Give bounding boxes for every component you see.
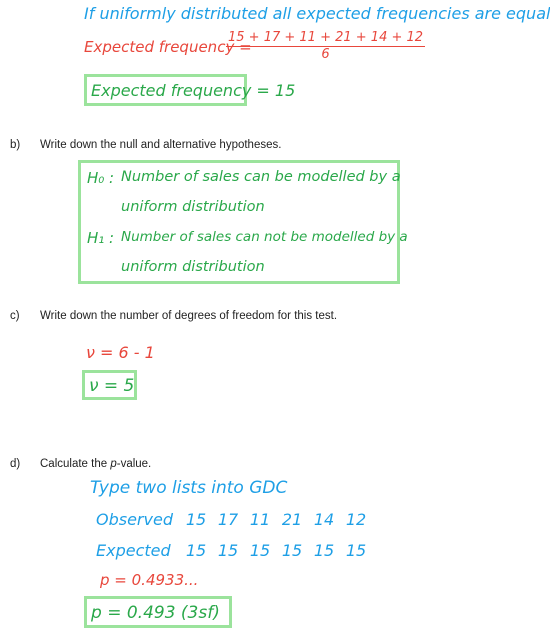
p-value-working: p = 0.4933... bbox=[100, 571, 199, 589]
part-d-question-suffix: -value. bbox=[116, 458, 152, 470]
h0-line-1: Number of sales can be modelled by a bbox=[121, 169, 401, 185]
h1-line-1: Number of sales can not be modelled by a bbox=[121, 229, 408, 245]
expected-value: 15 bbox=[345, 541, 367, 560]
part-b-label: b) bbox=[10, 139, 21, 151]
fraction-denominator: 6 bbox=[321, 47, 330, 62]
dof-working: ν = 6 - 1 bbox=[86, 343, 155, 362]
part-d-question-italic: p bbox=[110, 458, 117, 470]
observed-value: 15 bbox=[185, 510, 207, 529]
part-d-label: d) bbox=[10, 458, 21, 470]
expected-frequency-label: Expected frequency = bbox=[84, 38, 252, 56]
expected-value: 15 bbox=[249, 541, 271, 560]
h0-line-2: uniform distribution bbox=[121, 199, 265, 215]
observed-label: Observed bbox=[96, 510, 173, 529]
expected-frequency-fraction bbox=[226, 30, 425, 62]
answer-d: p = 0.493 (3sf) bbox=[91, 603, 220, 623]
expected-value: 15 bbox=[217, 541, 239, 560]
expected-row bbox=[96, 541, 372, 560]
h0-symbol: H₀ : bbox=[87, 169, 115, 187]
answer-box-a bbox=[84, 74, 296, 106]
observed-value: 21 bbox=[281, 510, 303, 529]
expected-value: 15 bbox=[313, 541, 335, 560]
observed-value: 14 bbox=[313, 510, 335, 529]
h1-line-2: uniform distribution bbox=[121, 259, 265, 275]
uniform-note: If uniformly distributed all expected frequencies are equal bbox=[84, 4, 550, 23]
answer-c: ν = 5 bbox=[89, 376, 135, 396]
part-b-question: Write down the null and alternative hypotheses. bbox=[40, 139, 282, 151]
part-d-question bbox=[40, 458, 151, 470]
h1-symbol: H₁ : bbox=[87, 229, 115, 247]
observed-row bbox=[96, 510, 372, 529]
part-d-question-prefix: Calculate the bbox=[40, 458, 111, 470]
hypotheses-box bbox=[78, 160, 408, 284]
expected-value: 15 bbox=[185, 541, 207, 560]
answer-a: Expected frequency = 15 bbox=[91, 81, 296, 100]
part-c-question: Write down the number of degrees of freedom for this test. bbox=[40, 310, 338, 322]
gdc-instruction: Type two lists into GDC bbox=[90, 478, 288, 498]
fraction-numerator: 15 + 17 + 11 + 21 + 14 + 12 bbox=[228, 30, 424, 45]
answer-box-d bbox=[84, 596, 232, 628]
answer-box-c bbox=[82, 370, 137, 400]
expected-value: 15 bbox=[281, 541, 303, 560]
observed-value: 12 bbox=[345, 510, 367, 529]
observed-value: 17 bbox=[217, 510, 239, 529]
expected-label: Expected bbox=[96, 541, 171, 560]
part-c-label: c) bbox=[10, 310, 20, 322]
observed-value: 11 bbox=[249, 510, 271, 529]
